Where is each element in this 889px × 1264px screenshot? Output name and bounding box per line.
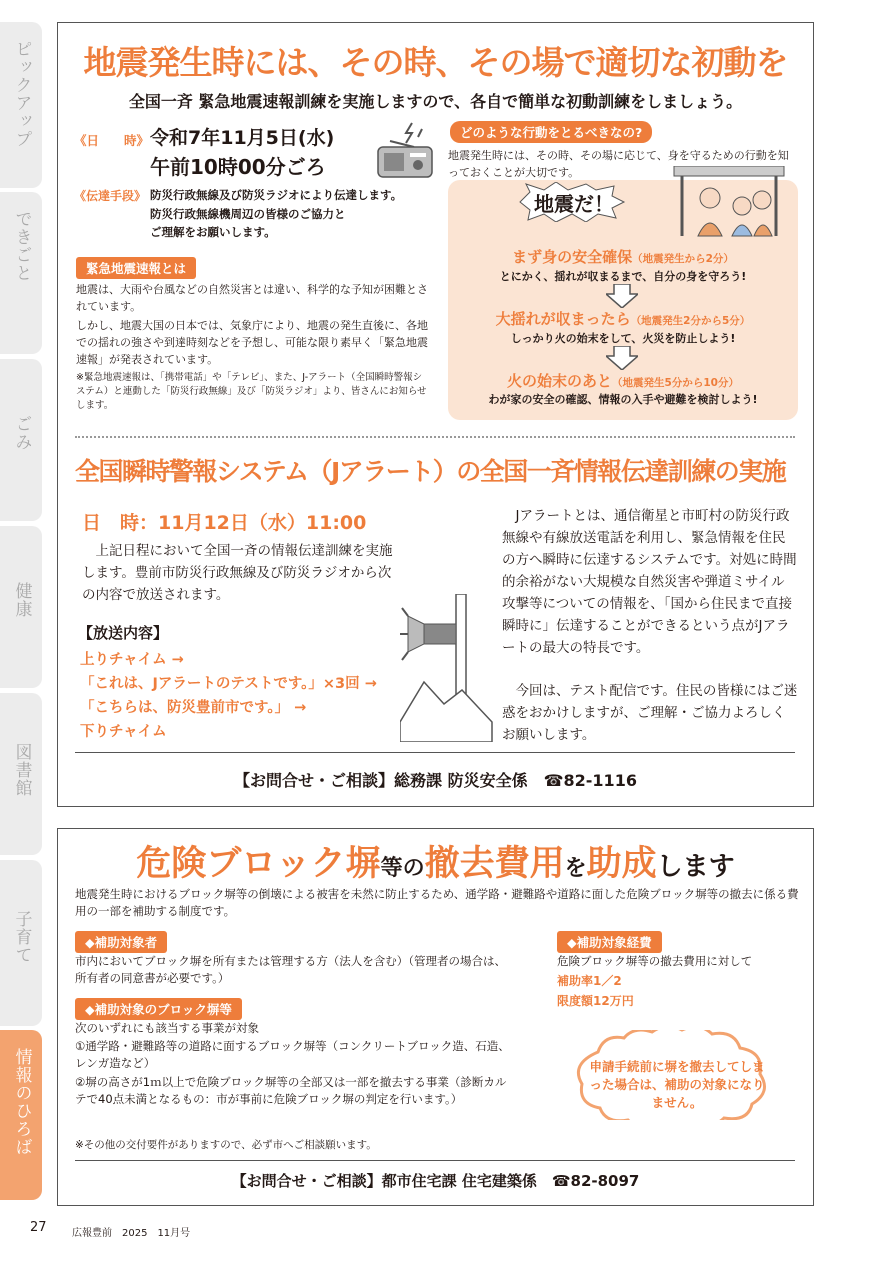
step-3-desc: わが家の安全の確認、情報の入手や避難を検討しよう! (488, 393, 758, 406)
jalert-intro: 上記日程において全国一斉の情報伝達訓練を実施します。豊前市防災行政無線及び防災ラジオから次の内容で放送されます。 (82, 543, 393, 603)
step-2-title: 大揺れが収まったら（地震発生2分から5分） (495, 310, 751, 328)
wall-item-2: ②塀の高さが1ｍ以上で危険ブロック塀等の全部又は一部を撤去する事業（診断カルテで40点未満となるもの：市が事前に危険ブロック塀の判定を行います。） (75, 1075, 507, 1106)
step-1-desc: とにかく、揺れが収まるまで、自分の身を守ろう! (499, 270, 747, 283)
page-number: 27 (30, 1220, 47, 1235)
eew-badge: 緊急地震速報とは (76, 257, 196, 279)
eew-paragraph-2: しかし、地震大国の日本では、気象庁により、地震の発生直後に、各地での揺れの強さや到達時刻などを予想し、可能な限り素早く「緊急地震速報」が発表されています。 (76, 319, 428, 366)
target-text: 市内においてブロック塀を所有または管理する方（法人を含む）（管理者の場合は、所有者の同意書が必要です。） (75, 954, 507, 985)
content-label: 【放送内容】 (78, 624, 169, 642)
block-contact: 【お問合せ・ご相談】都市住宅課 住宅建築係 ☎82-8097 (231, 1172, 640, 1190)
means-text: 防災行政無線及び防災ラジオにより伝達します。 (150, 188, 403, 202)
jishin-da-text: 地震だ！ (534, 192, 614, 216)
broadcast-line: 「こちらは、防災豊前市です。」 → (80, 700, 307, 716)
tab-childcare[interactable]: 子育て (0, 860, 42, 1026)
jalert-about: Jアラートとは、通信衛星と市町村の防災行政無線や有線放送電話を利用し、緊急情報を住民の方へ瞬時に伝達するシステムです。対処に時間的余裕がない大規模な自然災害や弾道ミサイル攻撃等についての情報を、「国から住民まで直接瞬時に」伝達することができるという点がJアラートの最大の特長です。 (502, 508, 797, 656)
block-title: 危険ブロック塀等の撤去費用を助成します (136, 844, 735, 884)
date-text: 令和7年11月5日(水) (150, 127, 335, 149)
quake-title: 地震発生時には、その時、その場で適切な初動を (83, 43, 788, 82)
tab-events[interactable]: できごと (0, 192, 42, 354)
tab-info-plaza[interactable]: 情報のひろば (0, 1030, 42, 1200)
action-badge: どのような行動をとるべきなの? (450, 121, 652, 143)
target-badge: ◆補助対象者 (75, 931, 167, 953)
wall-text: 次のいずれにも該当する事業が対象 (75, 1021, 259, 1035)
step-2-desc: しっかり火の始末をして、火災を防止しよう! (510, 332, 736, 345)
means-text-2: 防災行政無線機周辺の皆様のご協力と (150, 207, 346, 221)
means-text-3: ご理解をお願いします。 (150, 225, 276, 239)
jalert-notice: 今回は、テスト配信です。住民の皆様にはご迷惑をおかけしますが、ご理解・ご協力よろしくお願いします。 (502, 683, 798, 743)
tab-garbage[interactable]: ごみ (0, 359, 42, 521)
time-text: 午前10時00分ごろ (150, 155, 326, 179)
wall-badge: ◆補助対象のブロック塀等 (75, 998, 242, 1020)
radio-icon (374, 121, 436, 179)
section-divider (75, 436, 795, 438)
cost-badge: ◆補助対象経費 (557, 931, 662, 953)
broadcast-line: 下りチャイム (80, 724, 167, 740)
people-under-table-illustration (670, 166, 788, 238)
wall-note: ※その他の交付要件がありますので、必ず市へご相談願います。 (75, 1139, 377, 1151)
date-label: 《日 時》 (74, 133, 150, 148)
action-intro: 地震発生時には、その時、その場に応じて、身を守るための行動を知っておくことが大切です。 (448, 149, 789, 179)
block-contact-rule (75, 1160, 795, 1161)
tab-health[interactable]: 健康 (0, 526, 42, 688)
broadcast-line: 「これは、Jアラートのテストです。」×3回 → (80, 676, 377, 692)
broadcast-line: 上りチャイム → (80, 652, 184, 668)
means-label: 《伝達手段》 (74, 189, 147, 203)
down-arrow-icon (606, 346, 638, 370)
tab-library[interactable]: 図書館 (0, 693, 42, 855)
tab-pickup[interactable]: ピックアップ (0, 22, 42, 188)
down-arrow-icon (606, 284, 638, 308)
jalert-date: 日 時：11月12日（水）11:00 (82, 512, 367, 534)
block-intro: 地震発生時におけるブロック塀等の倒壊による被害を未然に防止するため、通学路・避難路や道路に面した危険ブロック塀等の撤去に係る費用の一部を補助する制度です。 (75, 887, 799, 918)
broadcast-content (80, 648, 377, 744)
warning-cloud-text: 申請手続前に塀を撤去してしまった場合は、補助の対象になりません。 (589, 1059, 765, 1110)
quake-subtitle: 全国一斉 緊急地震速報訓練を実施しますので、各自で簡単な初動訓練をしましょう。 (128, 92, 743, 111)
publication-name: 広報豊前 2025 11月号 (72, 1228, 191, 1239)
subsidy-rate: 補助率1／2 (557, 974, 622, 988)
eew-note: ※緊急地震速報は、「携帯電話」や「テレビ」、また、J-アラート（全国瞬時警報システム）と連動した「防災行政無線」及び「防災ラジオ」より、皆さんにお知らせします。 (76, 372, 427, 411)
jalert-contact: 【お問合せ・ご相談】総務課 防災安全係 ☎82-1116 (234, 771, 637, 790)
step-3-title: 火の始末のあと（地震発生5分から10分） (507, 372, 739, 390)
contact-rule (75, 752, 795, 753)
eew-paragraph-1: 地震は、大雨や台風などの自然災害とは違い、科学的な予知が困難とされています。 (76, 283, 428, 313)
jalert-title: 全国瞬時警報システム（Jアラート）の全国一斉情報伝達訓練の実施 (75, 457, 786, 486)
loudspeaker-pole-illustration (400, 594, 495, 742)
subsidy-limit: 限度額12万円 (557, 994, 634, 1008)
step-1-title: まず身の安全確保（地震発生から2分） (512, 248, 734, 266)
wall-item-1: ①通学路・避難路等の道路に面するブロック塀等（コンクリートブロック造、石造、レンガ造など） (75, 1039, 510, 1070)
action-steps-box (448, 180, 798, 420)
cost-text: 危険ブロック塀等の撤去費用に対して (557, 954, 753, 968)
